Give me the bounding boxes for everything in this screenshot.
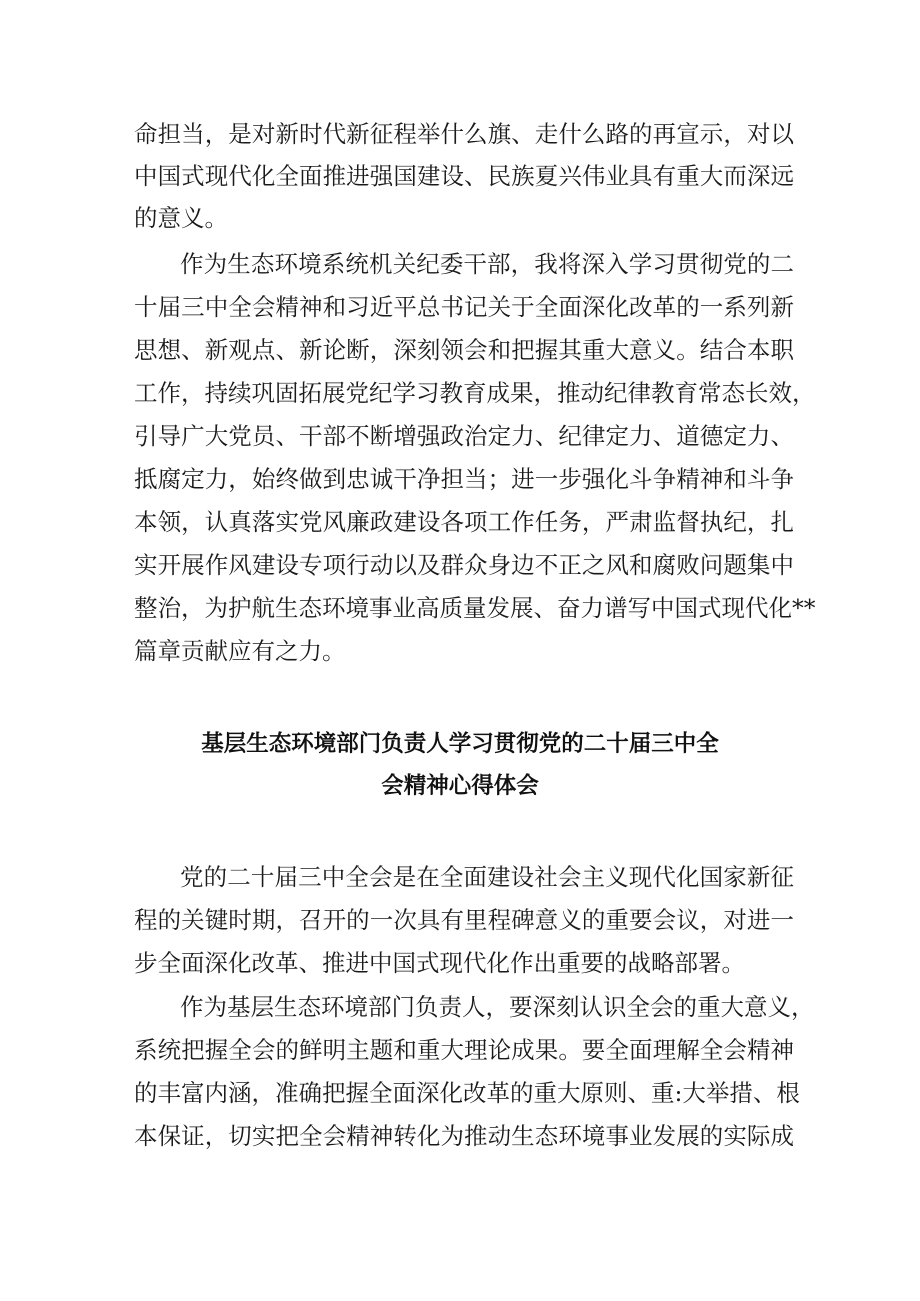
paragraph-line: 本保证，切实把全会精神转化为推动生态环境事业发展的实际成 [134,1122,794,1150]
paragraph-line: 思想、新观点、新论断，深刻领会和把握其重大意义。结合本职 [134,336,794,364]
paragraph-line: 作为基层生态环境部门负责人，要深刻认识全会的重大意义， [180,993,815,1021]
paragraph-line: 程的关键时期，召开的一次具有里程碑意义的重要会议，对进一 [134,906,794,934]
paragraph-line: 的意义。 [134,204,228,232]
paragraph-line: 系统把握全会的鲜明主题和重大理论成果。要全面理解全会精神 [134,1036,794,1064]
paragraph-line: 步全面深化改革、推进中国式现代化作出重要的战略部署。 [134,949,745,977]
paragraph-line: 中国式现代化全面推进强国建设、民族夏兴伟业具有重大而深远 [134,162,794,190]
paragraph-line: 引导广大党员、干部不断增强政治定力、纪律定力、道德定力、 [134,422,794,450]
paragraph-line: 工作，持续巩固拓展党纪学习教育成果，推动纪律教育常态长效， [134,379,816,407]
paragraph-line: 实开展作风建设专项行动以及群众身边不正之风和腐败问题集中 [134,551,794,579]
paragraph-line: 的丰富内涵，准确把握全面深化改革的重大原则、重:大举措、根 [134,1079,800,1107]
section-title: 会精神心得体会 [381,773,539,799]
paragraph-line: 整治，为护航生态环境事业高质量发展、奋力谱写中国式现代化** [134,594,816,622]
paragraph-line: 篇章贡献应有之力。 [134,637,346,665]
paragraph-line: 本领，认真落实党风廉政建设各项工作任务，严肃监督执纪，扎 [134,508,794,536]
paragraph-line: 命担当，是对新时代新征程举什么旗、走什么路的再宣示，对以 [134,120,794,148]
paragraph-line: 党的二十届三中全会是在全面建设社会主义现代化国家新征 [180,863,794,891]
section-title: 基层生态环境部门负责人学习贯彻党的二十届三中全 [201,731,719,757]
paragraph-line: 十届三中全会精神和习近平总书记关于全面深化改革的一系列新 [134,293,794,321]
paragraph-line: 作为生态环境系统机关纪委干部，我将深入学习贯彻党的二 [180,250,794,278]
paragraph-line: 抵腐定力，始终做到忠诚干净担当；进一步强化斗争精神和斗争 [134,465,794,493]
